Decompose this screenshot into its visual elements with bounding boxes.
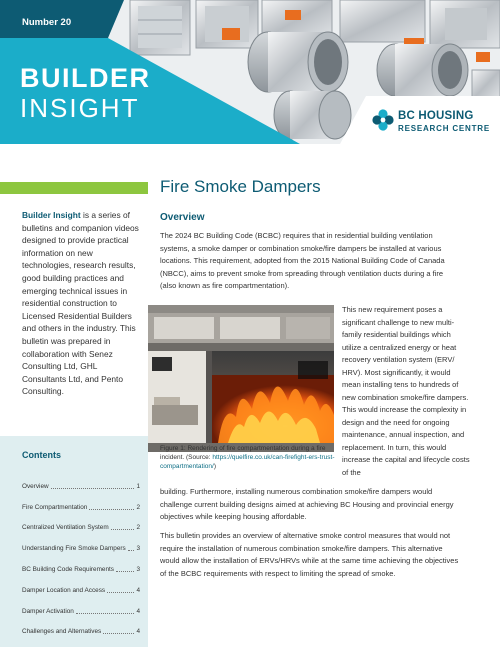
- toc-item-page: 4: [136, 628, 140, 636]
- toc-item-page: 2: [136, 524, 140, 532]
- toc-item[interactable]: [22, 574, 140, 595]
- challenge-paragraph-full: building. Furthermore, installing numerous combination smoke/fire dampers would challenge current building designs aimed at achieving BC Housing and provincial energy objectives while keeping housing affordable.: [160, 487, 454, 521]
- toc-item-label: Understanding Fire Smoke Dampers: [22, 545, 126, 553]
- toc-item-label: Fire Compartmentation: [22, 503, 88, 511]
- table-of-contents: [0, 436, 148, 647]
- toc-item-label: Damper Activation: [22, 607, 74, 615]
- toc-item-label: Overview: [22, 482, 49, 490]
- toc-leader: [89, 509, 134, 510]
- toc-item[interactable]: [22, 512, 140, 533]
- toc-item-label: Challenges and Alternatives: [22, 628, 102, 636]
- caption-text: Figure 1: Rendering of fire compartmentation during a fire incident. (Source:: [160, 445, 326, 461]
- org-name: BC HOUSING: [398, 110, 474, 122]
- overview-paragraph: The 2024 BC Building Code (BCBC) requires that in residential building ventilation systems, a smoke damper or combination smoke/fire dampers be installed at various locations. This requirement, adopted from the 2015 National Building Code of Canada (NBCC), aims to prevent smoke from spreading through ventilation ducts during a fire (also known as fire compartmentation).: [160, 231, 445, 290]
- toc-item-page: 1: [136, 482, 140, 490]
- toc-leader: [116, 571, 134, 572]
- toc-item[interactable]: [22, 491, 140, 512]
- toc-item-page: 2: [136, 503, 140, 511]
- caption-link[interactable]: https://quelfire.co.uk/can-firefight-ers-trust-compartmentation/: [160, 453, 335, 470]
- toc-item[interactable]: [22, 595, 140, 616]
- brand-title-line1: BUILDER: [20, 63, 151, 93]
- toc-item[interactable]: [22, 553, 140, 574]
- intro-text: [22, 209, 140, 398]
- page-title: Fire Smoke Dampers: [160, 177, 321, 196]
- toc-item[interactable]: [22, 470, 140, 491]
- issue-number: Number 20: [22, 17, 72, 28]
- fire-compartmentation-figure: [148, 305, 334, 452]
- toc-leader: [111, 529, 135, 530]
- toc-item-page: 3: [136, 565, 140, 573]
- toc-list: [22, 470, 140, 636]
- org-subtitle: RESEARCH CENTRE: [398, 124, 491, 133]
- toc-leader: [76, 613, 135, 614]
- toc-item[interactable]: [22, 532, 140, 553]
- intro-body: is a series of bulletins and companion videos designed to provide practical information on new technologies, research results, good building practices and emerging technical issues in residential construction to Licensed Residential Builders and others in the industry. This bulletin was prepared in collaboration with Senez Consulting Ltd, GHL Consultants Ltd, and Pento Consulting.: [22, 210, 139, 397]
- toc-item-label: Centralized Ventilation System: [22, 524, 109, 532]
- main-content: [148, 144, 500, 647]
- toc-item-label: BC Building Code Requirements: [22, 565, 115, 573]
- toc-item-page: 3: [136, 545, 140, 553]
- alternative-paragraph: This bulletin provides an overview of alternative smoke control measures that would not require the installation of numerous combination smoke/fire dampers. This alternative would allow the installation of ERVs/HRVs while at the same time achieving the objectives of the BCBC requirements with respect to limiting the spread of smoke.: [160, 531, 459, 578]
- toc-leader: [51, 488, 135, 489]
- header-banner: [0, 0, 500, 144]
- intro-bold: Builder Insight: [22, 210, 81, 220]
- challenge-paragraph-side: This new requirement poses a significant challenge to new multi-family residential buildings which utilize a centralized energy or heat recovery ventilation system (ERV/ HRV). Most significantly, it would mean installing tens to hundreds of new combination smoke/fire dampers. This would increase the complexity in design and the need for ongoing maintenance, annual inspection, and replacement. In turn, this would increase the capital and lifecycle costs of the: [342, 305, 470, 477]
- toc-item-label: Damper Location and Access: [22, 586, 106, 594]
- figure-caption: [160, 445, 336, 471]
- brand-title-line2: INSIGHT: [20, 93, 140, 123]
- bc-housing-logo-icon: [372, 109, 394, 131]
- toc-leader: [128, 550, 135, 551]
- toc-item-page: 4: [136, 607, 140, 615]
- sidebar: [0, 144, 148, 647]
- toc-item-page: 4: [136, 586, 140, 594]
- toc-leader: [103, 633, 134, 634]
- toc-item[interactable]: [22, 616, 140, 637]
- accent-bar: [0, 182, 148, 194]
- caption-end: ): [213, 462, 217, 470]
- toc-leader: [107, 592, 134, 593]
- overview-heading: Overview: [160, 212, 205, 223]
- toc-title: Contents: [22, 450, 61, 460]
